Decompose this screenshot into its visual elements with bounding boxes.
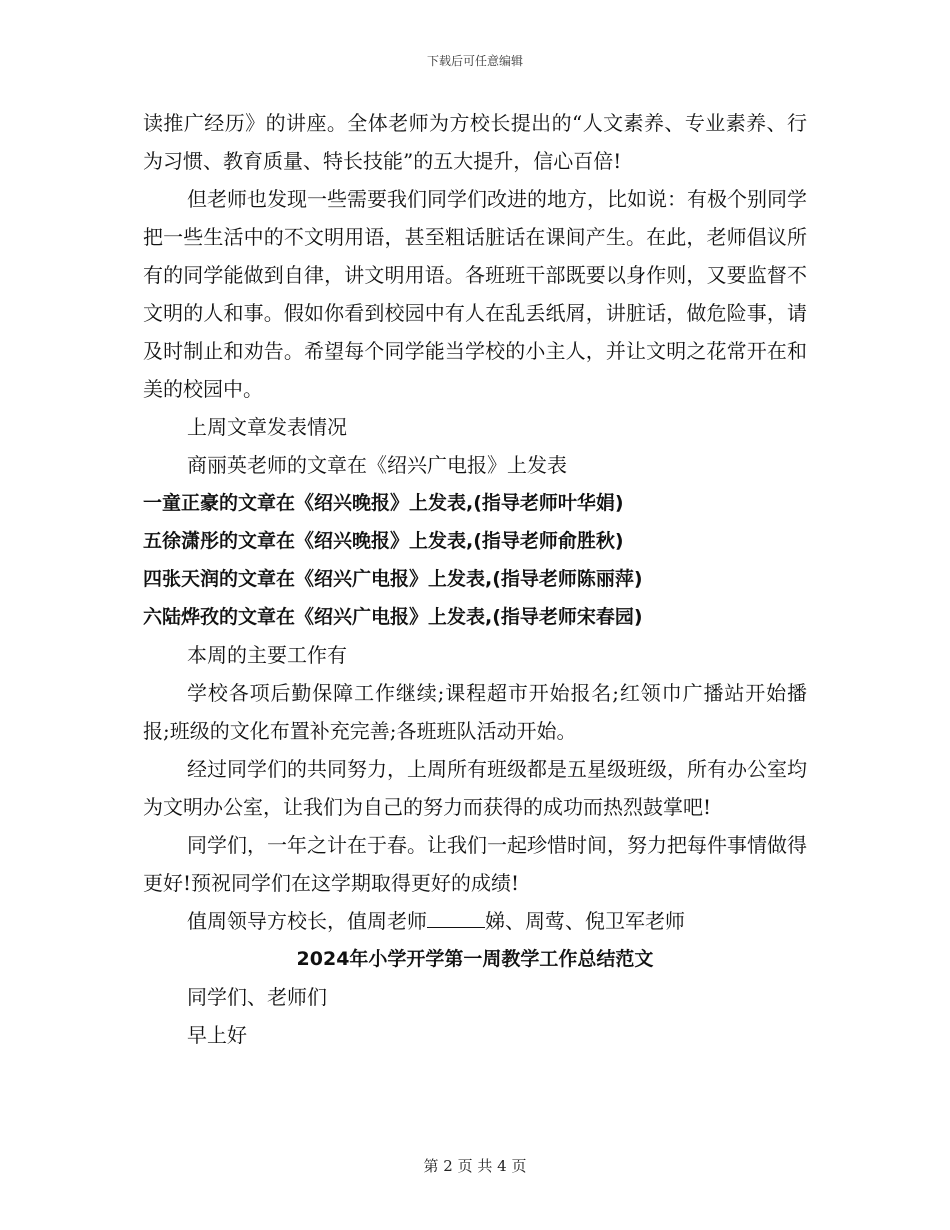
article-student-1: 一童正豪的文章在《绍兴晚报》上发表,(指导老师叶华娟) bbox=[143, 492, 624, 514]
article-student-4: 六陆烨孜的文章在《绍兴广电报》上发表,(指导老师宋春园) bbox=[143, 606, 643, 628]
article-teacher-shang: 商丽英老师的文章在《绍兴广电报》上发表 bbox=[187, 453, 567, 477]
page-header-note: 下载后可任意编辑 bbox=[426, 54, 523, 68]
article-student-2: 五徐潇彤的文章在《绍兴晚报》上发表,(指导老师俞胜秋) bbox=[143, 530, 624, 552]
document-title: 2024年小学开学第一周教学工作总结范文 bbox=[296, 948, 654, 970]
paragraph-lecture-continuation: 读推广经历》的讲座。全体老师为方校长提出的“人文素养、专业素养、行为习惯、教育质量、特长技能”的五大提升，信心百倍! bbox=[143, 111, 807, 173]
duty-staff-trailing-text: 娣、周莺、倪卫军老师 bbox=[485, 909, 685, 933]
paragraph-work-items: 学校各项后勤保障工作继续;课程超市开始报名;红领巾广播站开始播报;班级的文化布置补充完善;各班班队活动开始。 bbox=[143, 681, 807, 743]
paragraph-duty-staff bbox=[143, 902, 807, 940]
article-student-3: 四张天润的文章在《绍兴广电报》上发表,(指导老师陈丽萍) bbox=[143, 568, 643, 590]
document-body bbox=[143, 104, 807, 1054]
fill-in-blank bbox=[427, 909, 485, 928]
greeting-morning: 早上好 bbox=[187, 1023, 247, 1047]
heading-last-week-articles: 上周文章发表情况 bbox=[187, 415, 347, 439]
paragraph-five-star-classes: 经过同学们的共同努力，上周所有班级都是五星级班级，所有办公室均为文明办公室，让我们为自己的努力而获得的成功而热烈鼓掌吧! bbox=[143, 757, 807, 819]
duty-staff-leading-text: 值周领导方校长，值周老师 bbox=[187, 909, 427, 933]
greeting-audience: 同学们、老师们 bbox=[187, 985, 327, 1009]
paragraph-civility-appeal: 但老师也发现一些需要我们同学们改进的地方，比如说：有极个别同学把一些生活中的不文明用语，甚至粗话脏话在课间产生。在此，老师倡议所有的同学能做到自律，讲文明用语。各班班干部既要以身作则，又要监督不文明的人和事。假如你看到校园中有人在乱丢纸屑，讲脏话，做危险事，请及时制止和劝告。希望每个同学能当学校的小主人，并让文明之花常开在和美的校园中。 bbox=[143, 187, 807, 401]
paragraph-spring-motto: 同学们，一年之计在于春。让我们一起珍惜时间，努力把每件事情做得更好!预祝同学们在这学期取得更好的成绩! bbox=[143, 833, 807, 895]
heading-this-week-work: 本周的主要工作有 bbox=[187, 643, 347, 667]
page-number-footer: 第 2 页 共 4 页 bbox=[423, 1157, 527, 1175]
